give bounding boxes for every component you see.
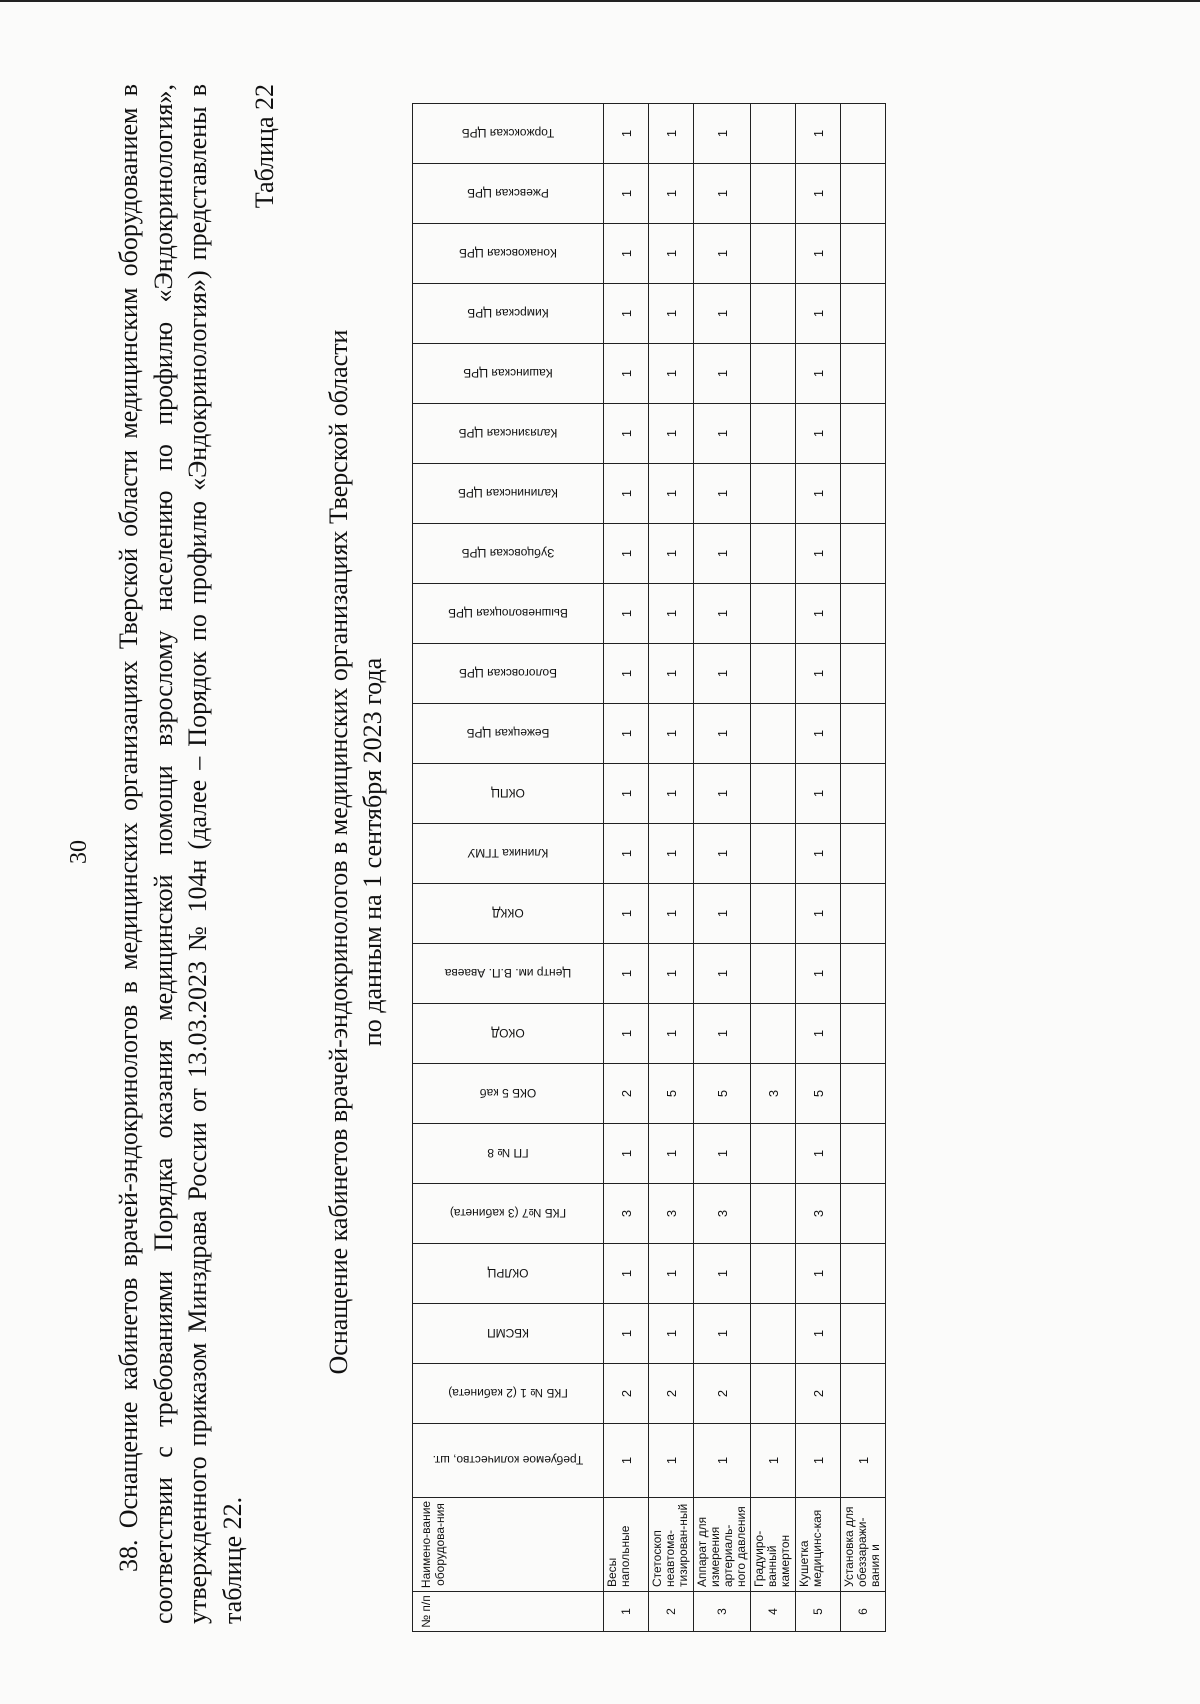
qty-cell: 1 [649,404,694,464]
qty-cell: 1 [604,1244,649,1304]
header-org-18 [413,344,604,404]
qty-cell [751,524,796,584]
header-org-21 [413,164,604,224]
header-org-13-label: Бологовская ЦРБ [459,666,557,681]
qty-cell [751,764,796,824]
qty-cell: 2 [694,1364,751,1424]
qty-cell: 1 [604,704,649,764]
header-org-19-label: Кимрская ЦРБ [467,306,549,321]
qty-cell: 1 [796,1124,841,1184]
row-number: 3 [694,1592,751,1632]
qty-cell [751,944,796,1004]
qty-cell: 1 [649,1304,694,1364]
equipment-name: Установка для обеззаражи-вания и [841,1498,886,1592]
header-org-9-label: ОККД [492,906,524,921]
qty-cell: 1 [604,1004,649,1064]
header-org-13 [413,644,604,704]
qty-cell: 1 [694,1124,751,1184]
header-required-qty [413,1424,604,1498]
qty-cell [751,824,796,884]
qty-cell: 1 [694,1304,751,1364]
header-org-20 [413,224,604,284]
qty-cell [751,1244,796,1304]
qty-cell [751,704,796,764]
qty-cell: 1 [796,404,841,464]
required-qty-cell: 1 [649,1424,694,1498]
row-number: 1 [604,1592,649,1632]
qty-cell: 1 [649,224,694,284]
header-org-14-label: Вышневолоцкая ЦРБ [448,606,568,621]
qty-cell [751,1364,796,1424]
qty-cell [751,464,796,524]
qty-cell [841,1004,886,1064]
equipment-name: Весы напольные [604,1498,649,1592]
qty-cell: 1 [649,1004,694,1064]
section-paragraph [112,84,250,1624]
equipment-name: Стетоскоп неавтома-тизирован-ный [649,1498,694,1592]
qty-cell [841,884,886,944]
header-org-1-label: ГКБ № 1 (2 кабинета) [448,1386,568,1401]
qty-cell: 1 [649,524,694,584]
qty-cell [841,764,886,824]
qty-cell [751,584,796,644]
qty-cell: 1 [796,344,841,404]
required-qty-cell: 1 [604,1424,649,1498]
qty-cell: 1 [796,1004,841,1064]
qty-cell [841,104,886,164]
qty-cell: 1 [604,824,649,884]
header-org-19 [413,284,604,344]
qty-cell [841,1304,886,1364]
paragraph-text: 38. Оснащение кабинетов врачей-эндокринологов в медицинских организациях Тверской области медицинским оборудованием в соответствии с требованиями Порядка оказания медицинской помощи взрослому населению по профилю «Эндокринология», утвержденного приказом Минздрава России от 13.03.2023 № 104н (далее – Порядок по профилю «Эндокринология») представлены в таблице 22. [114,84,247,1624]
equipment-table [412,103,886,1632]
qty-cell: 1 [694,104,751,164]
qty-cell: 1 [649,704,694,764]
qty-cell [751,224,796,284]
qty-cell: 5 [694,1064,751,1124]
header-org-7 [413,1004,604,1064]
qty-cell [751,284,796,344]
qty-cell: 2 [604,1064,649,1124]
qty-cell: 1 [649,1124,694,1184]
qty-cell [841,1244,886,1304]
header-org-17 [413,404,604,464]
header-org-22-label: Торжокская ЦРБ [461,126,555,141]
qty-cell: 1 [649,944,694,1004]
row-number: 6 [841,1592,886,1632]
qty-cell [841,224,886,284]
qty-cell: 2 [796,1364,841,1424]
qty-cell [841,824,886,884]
qty-cell: 1 [604,464,649,524]
header-no: № п/п [413,1592,604,1632]
qty-cell: 1 [796,284,841,344]
qty-cell [841,704,886,764]
qty-cell: 1 [796,824,841,884]
qty-cell: 1 [604,164,649,224]
qty-cell: 1 [649,584,694,644]
header-org-11 [413,764,604,824]
qty-cell: 1 [604,404,649,464]
qty-cell: 1 [694,704,751,764]
header-org-6 [413,1064,604,1124]
table-row [694,104,751,1632]
header-equipment-name: Наимено-вание оборудова-ния [413,1498,604,1592]
table-row [841,104,886,1632]
qty-cell [751,1184,796,1244]
table-row [751,104,796,1632]
header-org-10-label: Клиника ТГМУ [467,846,549,861]
qty-cell: 1 [796,524,841,584]
qty-cell: 1 [796,164,841,224]
qty-cell: 5 [649,1064,694,1124]
qty-cell [751,1304,796,1364]
qty-cell: 1 [649,764,694,824]
header-org-4 [413,1184,604,1244]
required-qty-cell: 1 [751,1424,796,1498]
qty-cell: 1 [694,764,751,824]
table-body [604,104,886,1632]
header-org-2-label: КБСМП [487,1326,529,1341]
required-qty-cell: 1 [796,1424,841,1498]
table-row [604,104,649,1632]
qty-cell [751,164,796,224]
qty-cell: 1 [694,884,751,944]
header-org-5 [413,1124,604,1184]
qty-cell [841,1184,886,1244]
qty-cell: 1 [694,824,751,884]
qty-cell: 1 [694,284,751,344]
header-org-16-label: Калининская ЦРБ [457,486,559,501]
qty-cell [841,284,886,344]
qty-cell: 1 [604,944,649,1004]
header-required-qty-label: Требуемое количество, шт. [432,1453,584,1468]
qty-cell: 1 [796,704,841,764]
qty-cell [841,1364,886,1424]
qty-cell [751,344,796,404]
header-org-11-label: ОКПЦ [491,786,525,801]
qty-cell: 3 [796,1184,841,1244]
qty-cell [841,404,886,464]
equipment-name: Градуиро-ванный камертон [751,1498,796,1592]
qty-cell: 1 [649,344,694,404]
qty-cell: 1 [796,1244,841,1304]
qty-cell: 1 [649,464,694,524]
row-number: 2 [649,1592,694,1632]
qty-cell [841,164,886,224]
qty-cell: 1 [694,344,751,404]
header-org-15-label: Зубцовская ЦРБ [461,546,555,561]
qty-cell: 1 [604,224,649,284]
header-org-8-label: Центр им. В.П. Аваева [444,966,572,981]
row-number: 5 [796,1592,841,1632]
qty-cell [751,884,796,944]
qty-cell: 1 [649,1244,694,1304]
qty-cell [751,644,796,704]
qty-cell [841,584,886,644]
table-title [322,0,390,1704]
table-title-line1: Оснащение кабинетов врачей-эндокринологов в медицинских организациях Тверской области [324,329,353,1375]
required-qty-cell: 1 [694,1424,751,1498]
required-qty-cell: 1 [841,1424,886,1498]
header-org-3-label: ОКЛРЦ [487,1266,529,1281]
qty-cell: 1 [694,224,751,284]
qty-cell: 1 [649,644,694,704]
header-org-22 [413,104,604,164]
qty-cell: 1 [694,524,751,584]
qty-cell: 3 [694,1184,751,1244]
qty-cell: 1 [796,644,841,704]
header-org-1 [413,1364,604,1424]
qty-cell: 1 [796,584,841,644]
header-org-20-label: Конаковская ЦРБ [458,246,558,261]
qty-cell: 1 [694,1004,751,1064]
header-org-5-label: ГП № 8 [487,1146,529,1161]
header-org-17-label: Калязинская ЦРБ [458,426,558,441]
header-org-4-label: ГКБ №7 (3 кабинета) [449,1206,567,1221]
qty-cell [841,1124,886,1184]
row-number: 4 [751,1592,796,1632]
qty-cell: 1 [796,104,841,164]
header-org-10 [413,824,604,884]
qty-cell: 1 [694,944,751,1004]
qty-cell: 3 [604,1184,649,1244]
qty-cell: 1 [604,104,649,164]
qty-cell: 1 [604,524,649,584]
header-org-14 [413,584,604,644]
header-org-8 [413,944,604,1004]
table-title-line2: по данным на 1 сентября 2023 года [358,657,387,1047]
qty-cell: 1 [694,584,751,644]
qty-cell: 3 [649,1184,694,1244]
qty-cell: 2 [604,1364,649,1424]
qty-cell [841,944,886,1004]
qty-cell: 1 [694,464,751,524]
qty-cell: 1 [649,884,694,944]
qty-cell: 1 [796,764,841,824]
qty-cell: 1 [694,164,751,224]
qty-cell: 1 [796,224,841,284]
qty-cell: 1 [694,1244,751,1304]
table-row [796,104,841,1632]
header-org-2 [413,1304,604,1364]
qty-cell: 5 [796,1064,841,1124]
qty-cell: 1 [649,284,694,344]
equipment-name: Аппарат для измерения артериаль-ного давления [694,1498,751,1592]
qty-cell [751,104,796,164]
header-org-15 [413,524,604,584]
table-row [649,104,694,1632]
qty-cell: 1 [604,344,649,404]
qty-cell: 1 [604,284,649,344]
qty-cell: 1 [604,1304,649,1364]
qty-cell [841,644,886,704]
qty-cell [841,524,886,584]
qty-cell: 1 [796,884,841,944]
header-org-21-label: Ржевская ЦРБ [467,186,549,201]
header-org-3 [413,1244,604,1304]
qty-cell [751,1004,796,1064]
qty-cell: 1 [694,644,751,704]
table-header-row [413,104,604,1632]
header-org-12 [413,704,604,764]
qty-cell: 1 [649,104,694,164]
qty-cell: 2 [649,1364,694,1424]
qty-cell: 1 [694,404,751,464]
qty-cell: 1 [796,944,841,1004]
table-number: Таблица 22 [250,84,279,209]
qty-cell [751,1124,796,1184]
qty-cell: 1 [649,164,694,224]
qty-cell: 1 [604,584,649,644]
equipment-name: Кушетка медицинс-кая [796,1498,841,1592]
qty-cell: 1 [604,1124,649,1184]
header-org-9 [413,884,604,944]
header-org-12-label: Бежецкая ЦРБ [466,726,550,741]
qty-cell: 1 [796,1304,841,1364]
qty-cell [841,464,886,524]
page-number: 30 [66,840,92,864]
qty-cell: 3 [751,1064,796,1124]
qty-cell [841,344,886,404]
qty-cell: 1 [796,464,841,524]
qty-cell: 1 [604,644,649,704]
header-org-16 [413,464,604,524]
qty-cell: 1 [604,884,649,944]
qty-cell: 1 [604,764,649,824]
qty-cell: 1 [649,824,694,884]
header-org-7-label: ОКОД [491,1026,525,1041]
qty-cell [751,404,796,464]
header-org-18-label: Кашинская ЦРБ [463,366,553,381]
qty-cell [841,1064,886,1124]
header-org-6-label: ОКБ 5 каб [479,1086,537,1101]
